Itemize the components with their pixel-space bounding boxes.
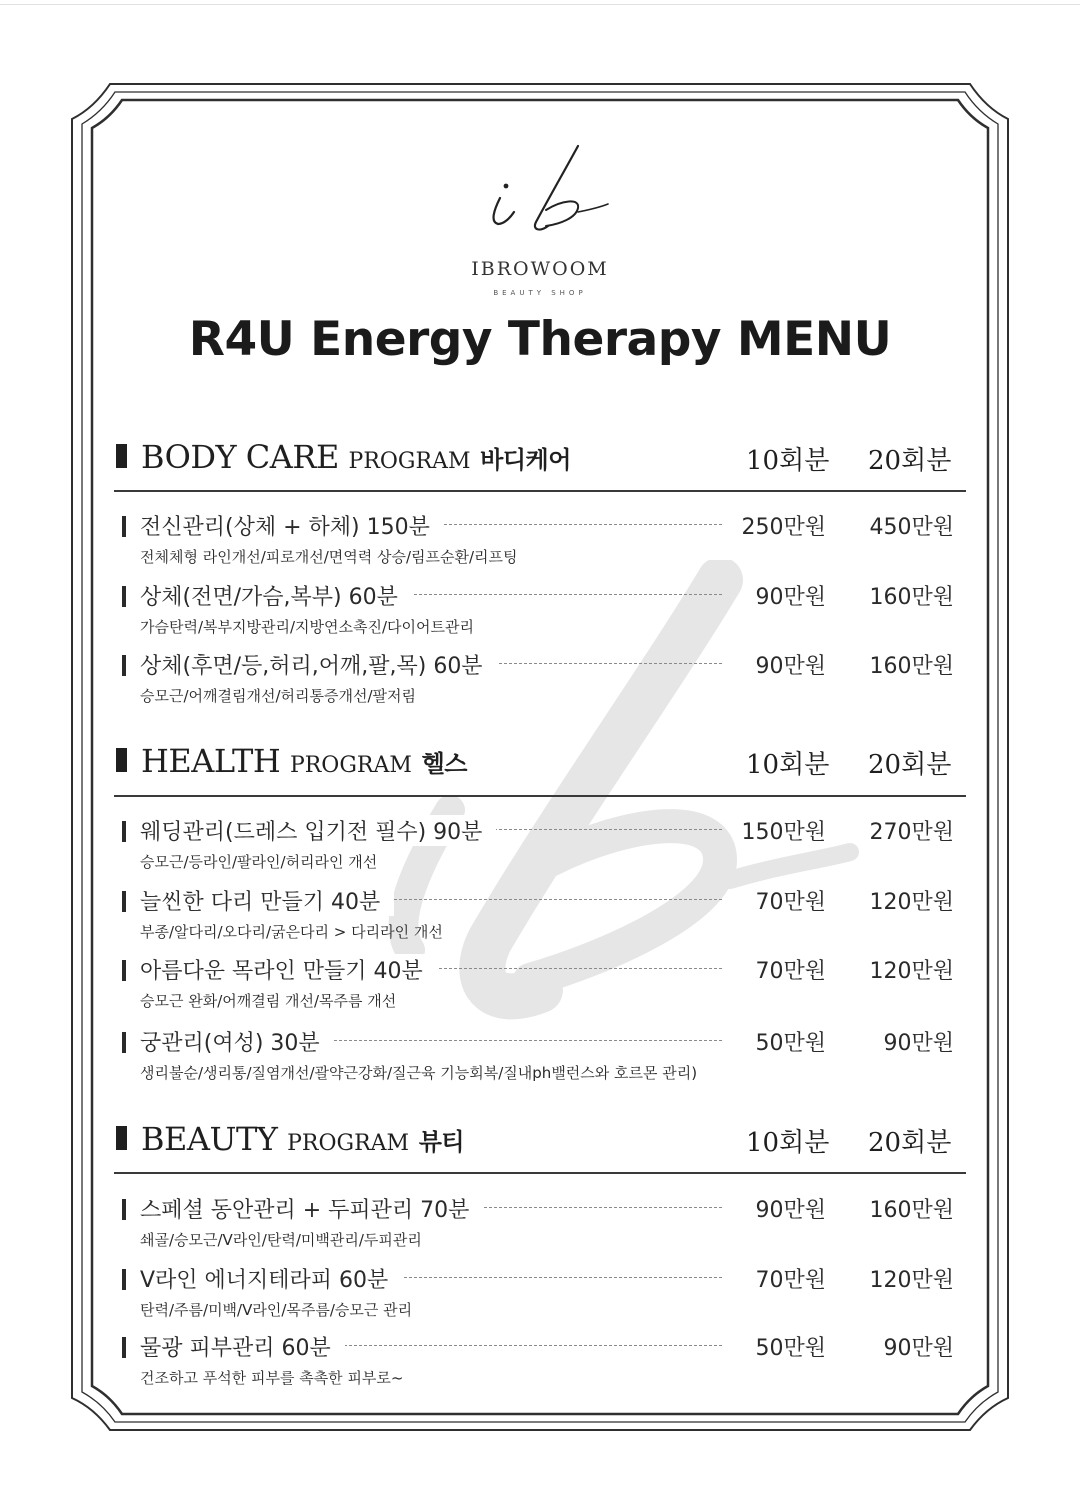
- section-name-kr: 헬스: [421, 750, 467, 778]
- item-price-20: 270만원: [869, 820, 954, 845]
- item-marker: [122, 1032, 126, 1053]
- item-name: V라인 에너지테라피 60분: [140, 1263, 402, 1294]
- item-name: 물광 피부관리 60분: [140, 1331, 345, 1362]
- menu-item: [122, 815, 972, 875]
- item-description: 부종/알다리/오다리/굵은다리 > 다리라인 개선: [140, 923, 443, 941]
- menu-item: [122, 1331, 972, 1391]
- item-price-10: 150만원: [741, 820, 826, 845]
- top-divider: [0, 4, 1080, 5]
- item-marker: [122, 891, 126, 912]
- brand-subtitle: BEAUTY SHOP: [493, 289, 587, 297]
- section-program-word: PROGRAM: [348, 449, 471, 474]
- item-marker: [122, 655, 126, 676]
- item-name: 아름다운 목라인 만들기 40분: [140, 954, 437, 985]
- item-price-20: 450만원: [869, 515, 954, 540]
- section-name-en: BODY CARE: [141, 438, 339, 476]
- column-header-10: 10회분: [746, 1128, 830, 1158]
- section-title: [141, 1120, 464, 1158]
- section-marker: [116, 748, 127, 772]
- item-name: 궁관리(여성) 30분: [140, 1026, 334, 1057]
- item-description: 쇄골/승모근/V라인/탄력/미백관리/두피관리: [140, 1231, 422, 1249]
- item-description: 생리불순/생리통/질염개선/괄약근강화/질근육 기능회복/질내ph밸런스와 호르몬 관리): [140, 1064, 698, 1082]
- section-name-kr: 뷰티: [418, 1128, 465, 1156]
- brand-logo-icon: [470, 138, 620, 238]
- item-marker: [122, 821, 126, 842]
- item-marker: [122, 960, 126, 981]
- section-title: [141, 438, 571, 476]
- section-header-beauty: [116, 1120, 966, 1170]
- section-divider: [114, 490, 966, 492]
- section-program-word: PROGRAM: [287, 1131, 410, 1156]
- item-name: 상체(후면/등,허리,어깨,팔,목) 60분: [140, 649, 497, 680]
- section-divider: [114, 1172, 966, 1174]
- item-marker: [122, 516, 126, 537]
- column-header-10: 10회분: [746, 446, 830, 476]
- item-price-10: 90만원: [755, 585, 826, 610]
- menu-item: [122, 510, 972, 570]
- page-title: R4U Energy Therapy MENU: [188, 312, 892, 367]
- section-program-word: PROGRAM: [289, 753, 412, 778]
- menu-item: [122, 1193, 972, 1253]
- section-header-body-care: [116, 438, 966, 488]
- menu-item: [122, 580, 972, 640]
- section-header-health: [116, 742, 966, 792]
- item-description: 가슴탄력/복부지방관리/지방연소촉진/다이어트관리: [140, 618, 474, 636]
- menu-item: [122, 954, 972, 1014]
- item-price-20: 90만원: [883, 1336, 954, 1361]
- item-price-10: 50만원: [755, 1336, 826, 1361]
- column-header-20: 20회분: [868, 446, 952, 476]
- item-price-10: 90만원: [755, 1198, 826, 1223]
- item-description: 탄력/주름/미백/V라인/목주름/승모근 관리: [140, 1301, 413, 1319]
- section-title: [141, 742, 467, 780]
- item-marker: [122, 586, 126, 607]
- section-name-en: BEAUTY: [141, 1120, 278, 1158]
- section-name-kr: 바디케어: [480, 446, 571, 474]
- item-description: 승모근/어깨결림개선/허리통증개선/팔저림: [140, 687, 416, 705]
- item-price-10: 70만원: [755, 1268, 826, 1293]
- item-description: 건조하고 푸석한 피부를 촉촉한 피부로~: [140, 1369, 404, 1387]
- item-price-10: 90만원: [755, 654, 826, 679]
- menu-item: [122, 1263, 972, 1323]
- item-marker: [122, 1337, 126, 1358]
- item-price-10: 50만원: [755, 1031, 826, 1056]
- item-price-10: 70만원: [755, 959, 826, 984]
- item-description: 승모근/등라인/팔라인/허리라인 개선: [140, 853, 378, 871]
- menu-item: [122, 885, 972, 945]
- item-price-10: 250만원: [741, 515, 826, 540]
- item-name: 늘씬한 다리 만들기 40분: [140, 885, 394, 916]
- section-name-en: HEALTH: [141, 742, 281, 780]
- section-marker: [116, 1126, 127, 1150]
- item-name: 스페셜 동안관리 + 두피관리 70분: [140, 1193, 483, 1224]
- item-description: 전체체형 라인개선/피로개선/면역력 상승/림프순환/리프팅: [140, 548, 518, 566]
- item-price-20: 120만원: [869, 890, 954, 915]
- item-name: 전신관리(상체 + 하체) 150분: [140, 510, 444, 541]
- item-description: 승모근 완화/어깨결림 개선/목주름 개선: [140, 992, 397, 1010]
- item-price-20: 160만원: [869, 654, 954, 679]
- section-marker: [116, 444, 127, 468]
- column-header-20: 20회분: [868, 1128, 952, 1158]
- menu-item: [122, 649, 972, 709]
- item-marker: [122, 1199, 126, 1220]
- brand-name: IBROWOOM: [471, 258, 609, 280]
- item-price-20: 160만원: [869, 1198, 954, 1223]
- item-marker: [122, 1269, 126, 1290]
- column-header-10: 10회분: [746, 750, 830, 780]
- item-price-20: 120만원: [869, 959, 954, 984]
- item-price-20: 160만원: [869, 585, 954, 610]
- item-name: 웨딩관리(드레스 입기전 필수) 90분: [140, 815, 496, 846]
- item-price-20: 90만원: [883, 1031, 954, 1056]
- item-price-20: 120만원: [869, 1268, 954, 1293]
- menu-item: [122, 1026, 972, 1086]
- column-header-20: 20회분: [868, 750, 952, 780]
- item-name: 상체(전면/가슴,복부) 60분: [140, 580, 412, 611]
- section-divider: [114, 795, 966, 797]
- item-price-10: 70만원: [755, 890, 826, 915]
